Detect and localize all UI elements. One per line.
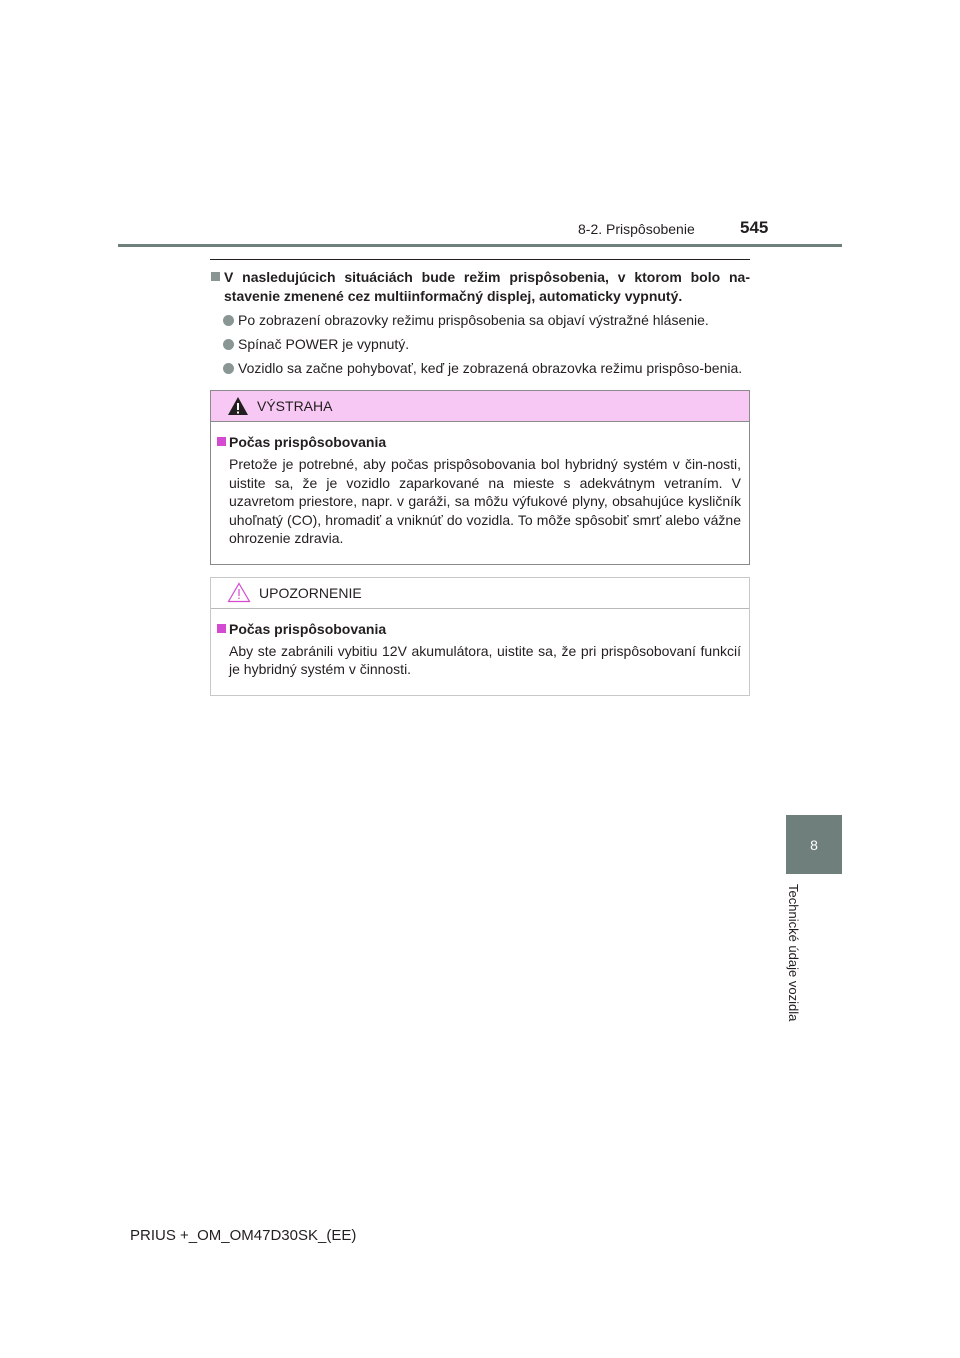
list-item: Vozidlo sa začne pohybovať, keď je zobrazená obrazovka režimu prispôso-benia. — [210, 359, 750, 378]
caution-label: UPOZORNENIE — [259, 584, 362, 601]
content-rule — [210, 259, 750, 260]
caution-text: Aby ste zabránili vybitiu 12V akumulátora, uistite sa, že pri prispôsobovaní funkcií je hybridný systém v činnosti. — [229, 642, 741, 677]
header-section-title: 8-2. Prispôsobenie — [578, 221, 695, 237]
square-bullet-icon — [217, 624, 226, 633]
chapter-number: 8 — [810, 836, 818, 853]
square-bullet-icon — [217, 437, 226, 446]
caution-heading: Počas prispôsobovania — [216, 620, 741, 639]
chapter-tab — [786, 815, 842, 874]
warning-text: Pretože je potrebné, aby počas prispôsobovania bol hybridný systém v čin-nosti, uistite sa, že je vozidlo zaparkované na mieste s adekvátnym vetraním. V uzavretom priestore, napr. v garáži, sa môžu výfukové plyny, obsahujúce kysličník uhoľnatý (CO), hromadiť a vniknúť do vozidla. To môže spôsobiť smrť alebo vážne ohrozenie zdravia. — [229, 456, 741, 546]
caution-box — [210, 577, 750, 696]
page-number: 545 — [740, 218, 769, 237]
list-item: Po zobrazení obrazovky režimu prispôsobenia sa objaví výstražné hlásenie. — [210, 311, 750, 330]
circle-bullet-icon — [223, 363, 234, 374]
warning-triangle-icon — [227, 396, 249, 416]
warning-label: VÝSTRAHA — [257, 398, 333, 414]
warning-heading: Počas prispôsobovania — [216, 433, 741, 452]
intro-heading: V nasledujúcich situáciách bude režim prispôsobenia, v ktorom bolo na-stavenie zmenené cez multiinformačný displej, automaticky vypnutý. — [210, 268, 750, 306]
warning-box-header — [211, 391, 749, 422]
square-bullet-icon — [211, 272, 220, 281]
document-code: PRIUS +_OM_OM47D30SK_(EE) — [130, 1227, 357, 1244]
warning-box — [210, 390, 750, 565]
list-item: Spínač POWER je vypnutý. — [210, 335, 750, 354]
header-rule — [118, 244, 842, 247]
circle-bullet-icon — [223, 339, 234, 350]
chapter-side-label: Technické údaje vozidla — [786, 884, 801, 1022]
caution-box-header — [211, 578, 749, 609]
caution-triangle-icon — [227, 582, 251, 603]
page-content — [210, 259, 750, 696]
circle-bullet-icon — [223, 315, 234, 326]
